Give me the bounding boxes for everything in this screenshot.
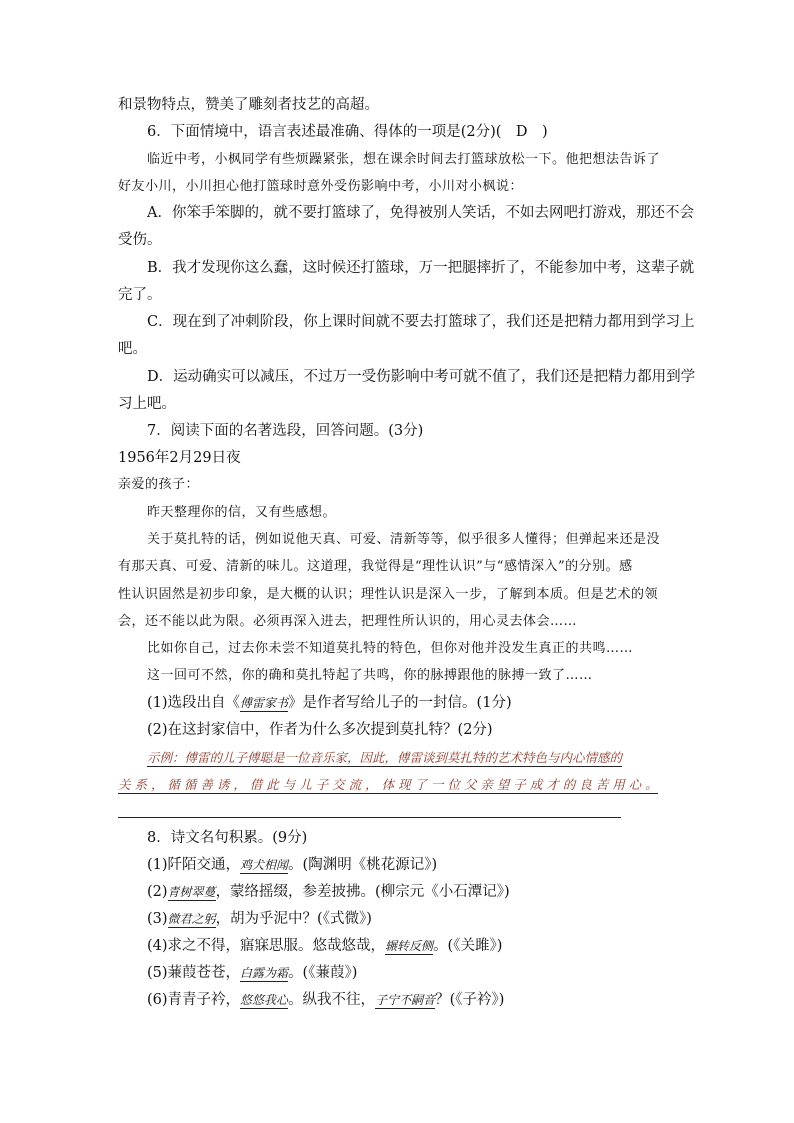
answer-blank: 鸡犬相闻 [240, 858, 289, 872]
question-text: 。(陶渊明《桃花源记》) [288, 857, 438, 873]
answer-line [147, 748, 622, 768]
question-8-6 [147, 990, 504, 1010]
option-b: 完了。 [118, 287, 162, 303]
option-c: C．现在到了冲刺阶段，你上课时间就不要去打篮球了，我们还是把精力都用到学习上 [147, 314, 695, 330]
option-d: 习上吧。 [118, 396, 176, 412]
answer-rule [118, 817, 621, 818]
question-7-1 [147, 693, 512, 713]
letter-paragraph: 会，还不能以此为限。必须再深入进去，把理性所认识的，用心灵去体会…… [118, 614, 578, 629]
question-8-stem: 8．诗文名句积累。(9分) [147, 830, 308, 846]
question-8-5 [147, 963, 357, 983]
question-6-context: 好友小川，小川担心他打篮球时意外受伤影响中考，小川对小枫说： [118, 179, 524, 194]
question-text: ，胡为乎泥中？(《式微》) [215, 911, 372, 927]
question-text: ，蒙络摇缀，参差披拂。(柳宗元《小石潭记》) [215, 884, 510, 900]
question-text: 。纵我不往， [288, 992, 376, 1008]
question-text: (1)选段出自《 [147, 695, 241, 711]
question-text: (5)蒹葭苍苍， [147, 965, 241, 981]
answer-blank: 青树翠蔓 [167, 885, 216, 899]
letter-date: 1956年2月29日夜 [118, 450, 241, 466]
option-a: A．你笨手笨脚的，就不要打篮球了，免得被别人笑话，不如去网吧打游戏，那还不会 [147, 205, 694, 221]
letter-paragraph: 有那天真、可爱、清新的味儿。这道理，我觉得是“理性认识”与“感情深入”的分别。感 [118, 559, 633, 574]
question-6-context: 临近中考，小枫同学有些烦躁紧张，想在课余时间去打篮球放松一下。他把想法告诉了 [147, 152, 661, 167]
letter-paragraph: 这一回可不然，你的确和莫扎特起了共鸣，你的脉搏跟他的脉搏一致了…… [147, 668, 593, 683]
question-8-1 [147, 855, 437, 875]
answer-blank: 子宁不嗣音 [375, 993, 436, 1007]
question-text: (6)青青子衿， [147, 992, 241, 1008]
question-text: (1)阡陌交通， [147, 857, 241, 873]
letter-paragraph: 比如你自己，过去你未尝不知道莫扎特的特色，但你对他并没发生真正的共鸣…… [147, 641, 634, 656]
option-d: D．运动确实可以减压，不过万一受伤影响中考可就不值了，我们还是把精力都用到学 [147, 369, 696, 385]
option-b: B．我才发现你这么蠢，这时候还打篮球，万一把腿摔折了，不能参加中考，这辈子就 [147, 260, 695, 276]
question-text: (4)求之不得，寤寐思服。悠哉悠哉， [147, 938, 386, 954]
question-text: ？(《子衿》) [435, 992, 505, 1008]
question-number: (2) [147, 884, 168, 900]
answer-blank: 白露为霜 [240, 966, 289, 980]
answer-blank: 悠悠我心 [240, 993, 289, 1007]
question-text: 》是作者写给儿子的一封信。(1分) [288, 695, 512, 711]
answer-line [118, 775, 658, 795]
letter-paragraph: 关于莫扎特的话，例如说他天真、可爱、清新等等，似乎很多人懂得；但弹起来还是没 [147, 532, 661, 547]
question-text: 。(《关雎》) [433, 938, 503, 954]
question-6-stem: 6．下面情境中，语言表述最准确、得体的一项是(2分)( D ) [147, 124, 548, 140]
answer-blank: 微君之躬 [167, 912, 216, 926]
question-text: 。(《蒹葭》) [288, 965, 358, 981]
question-7-2: (2)在这封家信中，作者为什么多次提到莫扎特？(2分) [147, 722, 493, 738]
answer-blank: 辗转反侧 [385, 939, 434, 953]
text-line: 和景物特点，赞美了雕刻者技艺的高超。 [118, 97, 379, 113]
question-7-stem: 7．阅读下面的名著选段，回答问题。(3分) [147, 423, 424, 439]
letter-paragraph: 昨天整理你的信，又有些感想。 [147, 505, 337, 520]
option-a: 受伤。 [118, 232, 162, 248]
question-8-3 [147, 909, 372, 929]
question-number: (3) [147, 911, 168, 927]
question-8-4 [147, 936, 502, 956]
letter-greeting: 亲爱的孩子： [118, 477, 200, 492]
letter-paragraph: 性认识固然是初步印象，是大概的认识；理性认识是深入一步，了解到本质。但是艺术的领 [118, 587, 659, 602]
answer-blank: 傅雷家书 [240, 696, 289, 710]
answer-text: 关 系 ， 循 循 善 诱 ， 借 此 与 儿 子 交 流 ， 体 现 了 一 位 父 亲 望 子 成 才 的 良 苦 用 心 。 [118, 777, 658, 792]
question-8-2 [147, 882, 510, 902]
answer-text: 示例：傅雷的儿子傅聪是一位音乐家，因此，傅雷谈到莫扎特的艺术特色与内心情感的 [147, 750, 623, 765]
option-c: 吧。 [118, 341, 147, 357]
